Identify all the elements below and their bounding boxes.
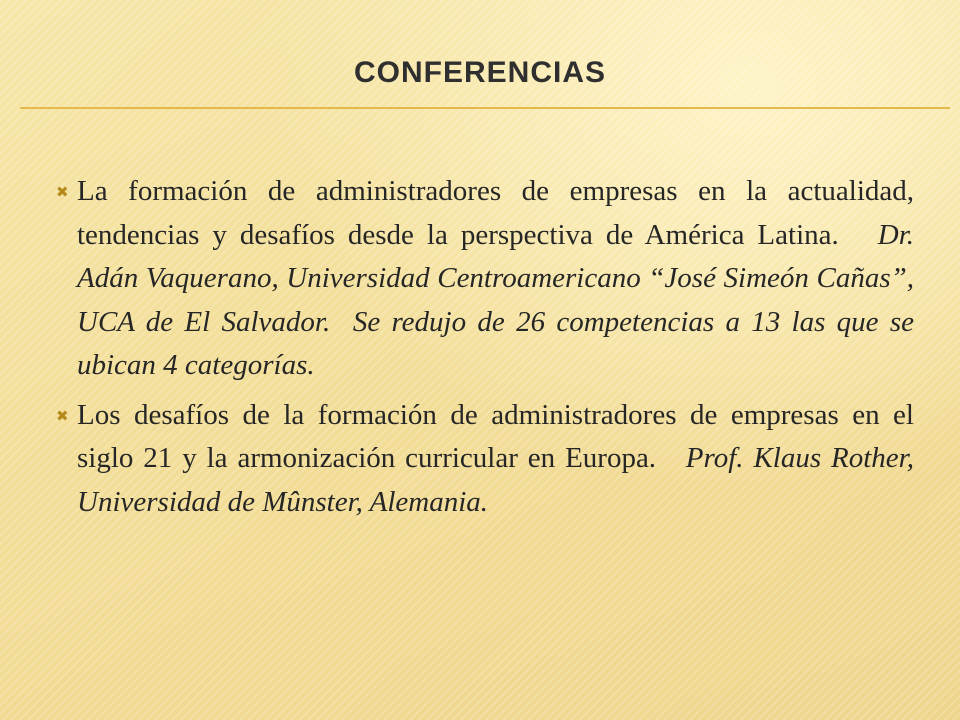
conference-speaker: Dr. Adán Vaquerano, Universidad Centroamericano “José Simeón Cañas”, UCA de El Salvador. Se redujo de 26 competencias a 13 las que se ubican 4 categorías. [77, 218, 922, 381]
title-divider [20, 107, 950, 109]
bullet-list [56, 170, 922, 530]
conference-topic: Los desafíos de la formación de administradores de empresas en el siglo 21 y la armonización curricular en Europa. [77, 398, 914, 474]
x-bullet-icon: ✖ [56, 406, 69, 425]
list-item [56, 170, 922, 388]
slide-title: CONFERENCIAS [353, 56, 606, 89]
conference-topic: La formación de administradores de empresas en la actualidad, tendencias y desafíos desde la perspectiva de América Latina. [77, 175, 914, 251]
list-item [56, 394, 922, 525]
x-bullet-icon: ✖ [56, 183, 69, 201]
conference-speaker: Prof. Klaus Rother, Universidad de Mûnster, Alemania. [77, 442, 922, 518]
